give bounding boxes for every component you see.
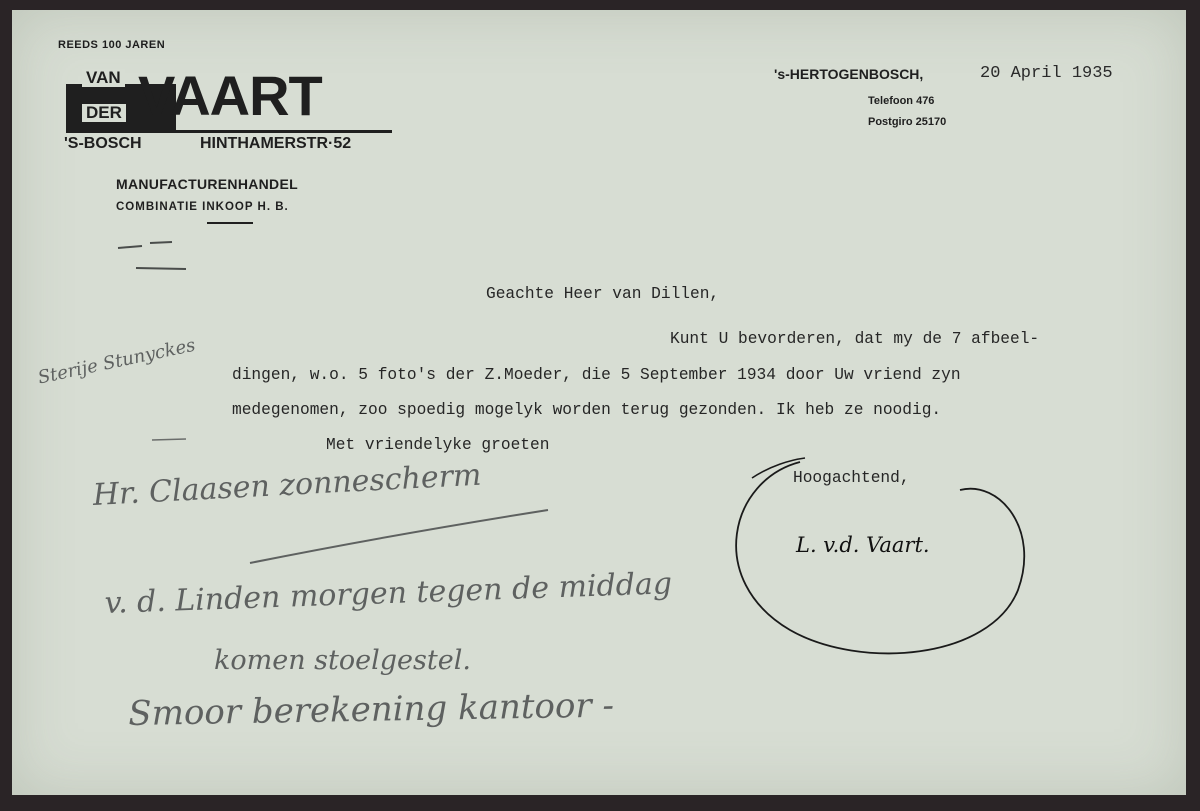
signature-loop-tail — [752, 458, 805, 478]
body-line: dingen, w.o. 5 foto's der Z.Moeder, die 5 September 1934 door Uw vriend zyn — [232, 366, 961, 384]
pencil-note: Hr. Claasen zonnescherm — [92, 457, 483, 513]
pencil-note: komen stoelgestel. — [214, 645, 471, 676]
logo-street: HINTHAMERSTR·52 — [200, 135, 352, 152]
logo-city: 'S-BOSCH — [64, 135, 142, 152]
body-line: Kunt U bevorderen, dat my de 7 afbeel- — [670, 330, 1040, 348]
signature-loop — [736, 462, 1024, 653]
pencil-note: v. d. Linden morgen tegen de middag — [104, 566, 673, 621]
logo-van: VAN — [82, 69, 125, 87]
pencil-dash — [152, 439, 186, 440]
pencil-dashes — [118, 242, 186, 269]
salutation: Geachte Heer van Dillen, — [486, 285, 720, 303]
closing: Hoogachtend, — [793, 469, 910, 487]
letterhead-city: 's-HERTOGENBOSCH, — [774, 66, 924, 82]
signature: L. v.d. Vaart. — [796, 533, 930, 557]
letterhead-postgiro: Postgiro 25170 — [868, 116, 947, 128]
letterhead-tagline: REEDS 100 JAREN — [58, 39, 166, 51]
letterhead-phone: Telefoon 476 — [868, 95, 935, 107]
pencil-underline — [250, 510, 548, 563]
business-line-2: COMBINATIE INKOOP H. B. — [116, 201, 289, 213]
logo-name: VAART — [138, 64, 322, 127]
body-line: Met vriendelyke groeten — [326, 436, 550, 454]
body-line: medegenomen, zoo spoedig mogelyk worden terug gezonden. Ik heb ze noodig. — [232, 401, 942, 419]
pencil-note: Smoor berekening kantoor - — [128, 685, 615, 734]
logo-der: DER — [82, 104, 126, 122]
pencil-note: Sterije Stunyckes — [36, 334, 198, 389]
letter-date: 20 April 1935 — [980, 64, 1113, 83]
business-line-1: MANUFACTURENHANDEL — [116, 176, 298, 192]
